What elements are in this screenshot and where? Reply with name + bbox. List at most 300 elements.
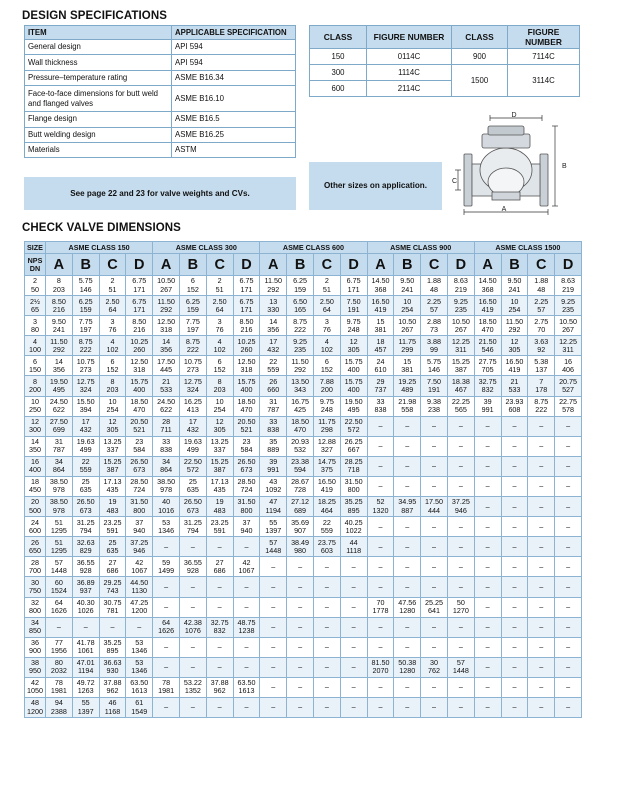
dimension-cell: – <box>447 456 474 476</box>
mm-value: 499 <box>79 445 92 455</box>
inch-value: 3 <box>324 316 329 326</box>
dimension-cell <box>313 497 340 517</box>
dimension-cell <box>126 276 153 296</box>
mm-value: 521 <box>133 425 146 435</box>
inch-value: 53.22 <box>183 678 202 688</box>
mm-value: 241 <box>52 324 65 334</box>
nps-value: 18 <box>31 477 39 487</box>
dimension-cell <box>394 316 421 336</box>
dimension-cell <box>421 336 448 356</box>
dimension-cell <box>72 396 99 416</box>
inch-value: 18.25 <box>317 497 336 507</box>
inch-value: 15.75 <box>344 356 363 366</box>
dimension-cell <box>99 517 126 537</box>
other-sizes-note: Other sizes on application. <box>309 162 442 210</box>
table-row <box>25 597 582 617</box>
inch-value: 16.50 <box>505 356 524 366</box>
dimension-cell: – <box>394 617 421 637</box>
dimension-cell <box>233 677 260 697</box>
mm-value: 940 <box>133 525 146 535</box>
inch-value: 19 <box>215 497 224 507</box>
dimension-cell: – <box>287 677 314 697</box>
inch-value: 10.50 <box>157 276 176 286</box>
inch-value: 2.88 <box>427 316 442 326</box>
dimension-cell <box>447 336 474 356</box>
dimension-cell: – <box>474 577 501 597</box>
dimension-cell <box>260 537 287 557</box>
inch-value: 24 <box>376 356 385 366</box>
inch-value: 3.63 <box>534 336 549 346</box>
dimension-cell: – <box>421 637 448 657</box>
dimension-cell <box>474 356 501 376</box>
inch-value: 4 <box>110 336 115 346</box>
size-cell <box>25 276 46 296</box>
dimension-cell <box>528 336 555 356</box>
figure-number: 7114C <box>508 49 580 65</box>
mm-value: 889 <box>267 445 280 455</box>
class-value: 1500 <box>452 65 508 97</box>
mm-value: 559 <box>267 364 280 374</box>
inch-value: 37.88 <box>210 678 229 688</box>
dimension-letter-header: B <box>501 254 528 276</box>
inch-value: 8.75 <box>185 336 200 346</box>
inch-value: 8 <box>56 276 61 286</box>
inch-value: 23 <box>242 437 251 447</box>
inch-value: 38.49 <box>291 537 310 547</box>
mm-value: 318 <box>133 364 146 374</box>
dimension-cell <box>287 436 314 456</box>
figure-number: 0114C <box>367 49 452 65</box>
mm-value: 375 <box>320 465 333 475</box>
mm-value: 495 <box>52 385 65 395</box>
class-group-header: ASME CLASS 300 <box>153 242 260 254</box>
inch-value: 81.50 <box>371 658 390 668</box>
dimension-cell: – <box>447 637 474 657</box>
dimension-cell: – <box>313 557 340 577</box>
dimension-cell <box>528 276 555 296</box>
mm-value: 425 <box>294 405 307 415</box>
dimension-cell: – <box>287 657 314 677</box>
mm-value: 603 <box>320 545 333 555</box>
dimension-cell: – <box>501 657 528 677</box>
dimension-cell: – <box>555 677 582 697</box>
inch-value: 51 <box>54 537 63 547</box>
inch-value: 15.50 <box>76 397 95 407</box>
mm-value: 737 <box>374 385 387 395</box>
inch-value: 42 <box>135 557 144 567</box>
mm-value: 711 <box>160 425 172 435</box>
inch-value: 9.75 <box>319 397 334 407</box>
dimension-cell <box>126 637 153 657</box>
dimension-cell <box>126 456 153 476</box>
mm-value: 159 <box>186 304 199 314</box>
nps-value: 34 <box>31 618 39 628</box>
inch-value: 12.50 <box>157 316 176 326</box>
inch-value: 10.75 <box>76 356 95 366</box>
mm-value: 470 <box>294 425 307 435</box>
mm-value: 102 <box>213 344 226 354</box>
dimension-cell <box>233 456 260 476</box>
mm-value: 197 <box>186 324 199 334</box>
dimension-cell <box>313 276 340 296</box>
mm-value: 102 <box>106 344 119 354</box>
figure-number: 3114C <box>508 65 580 97</box>
inch-value: 5.38 <box>534 356 549 366</box>
inch-value: 17.50 <box>425 497 444 507</box>
inch-value: 39 <box>483 397 492 407</box>
dn-header: DN <box>29 263 41 273</box>
inch-value: 22.50 <box>344 417 363 427</box>
mm-value: 191 <box>347 304 360 314</box>
inch-value: 27.50 <box>49 417 68 427</box>
mm-value: 203 <box>213 385 226 395</box>
inch-value: 2.50 <box>319 296 334 306</box>
inch-value: 12.88 <box>317 437 336 447</box>
mm-value: 197 <box>79 324 92 334</box>
inch-value: 20.50 <box>237 417 256 427</box>
dimension-cell: – <box>474 436 501 456</box>
mm-value: 1626 <box>50 606 67 616</box>
inch-value: 37 <box>135 517 144 527</box>
mm-value: 991 <box>481 405 494 415</box>
nps-value: 12 <box>31 417 39 427</box>
inch-value: 19.63 <box>183 437 202 447</box>
mm-value: 292 <box>267 284 280 294</box>
mm-value: 980 <box>294 545 307 555</box>
dimension-cell: – <box>528 476 555 496</box>
dimension-cell <box>153 356 180 376</box>
dimension-cell: – <box>474 476 501 496</box>
nps-value: 14 <box>31 437 39 447</box>
inch-value: 35 <box>269 437 278 447</box>
inch-value: 18.38 <box>451 376 470 386</box>
dimension-cell <box>126 497 153 517</box>
dimension-cell <box>340 336 367 356</box>
dimension-cell: – <box>447 617 474 637</box>
dimension-cell <box>287 316 314 336</box>
mm-value: 51 <box>108 284 117 294</box>
spec-row <box>25 127 296 142</box>
mm-value: 99 <box>430 344 439 354</box>
dimension-cell <box>99 537 126 557</box>
dimension-cell <box>313 356 340 376</box>
spec-row <box>25 142 296 157</box>
inch-value: 49.72 <box>76 678 95 688</box>
inch-value: 40 <box>162 497 171 507</box>
nps-value: 3 <box>33 316 37 326</box>
dimension-cell <box>179 356 206 376</box>
dimension-cell <box>421 276 448 296</box>
inch-value: 11.50 <box>505 316 524 326</box>
inch-value: 31 <box>269 397 278 407</box>
inch-value: 44 <box>349 537 358 547</box>
dimension-cell <box>99 296 126 316</box>
dimension-cell <box>528 296 555 316</box>
mm-value: 432 <box>79 425 92 435</box>
dimension-cell: – <box>528 677 555 697</box>
mm-value: 171 <box>347 284 360 294</box>
mm-value: 1026 <box>77 606 94 616</box>
dimension-cell <box>260 456 287 476</box>
table-row <box>25 557 582 577</box>
table-row <box>25 456 582 476</box>
dimension-cell <box>260 497 287 517</box>
mm-value: 1280 <box>399 666 416 676</box>
dimension-cell <box>287 497 314 517</box>
inch-value: 50 <box>456 597 465 607</box>
dimension-cell: – <box>287 617 314 637</box>
inch-value: 32.75 <box>210 618 229 628</box>
dimension-cell <box>72 476 99 496</box>
inch-value: 11.75 <box>398 336 416 346</box>
size-cell <box>25 537 46 557</box>
size-cell <box>25 336 46 356</box>
mm-value: 311 <box>455 344 467 354</box>
inch-value: 17 <box>81 417 90 427</box>
spec-item: General design <box>25 40 172 55</box>
dimension-cell: – <box>555 577 582 597</box>
figure-number: 2114C <box>367 81 452 97</box>
dimension-cell <box>72 376 99 396</box>
inch-value: 23.25 <box>210 517 229 527</box>
table-row <box>25 276 582 296</box>
inch-value: 17.13 <box>210 477 229 487</box>
dimension-cell <box>555 296 582 316</box>
inch-value: 2 <box>324 276 329 286</box>
mm-value: 470 <box>481 324 494 334</box>
spec-row <box>25 40 296 55</box>
spec-row <box>25 55 296 70</box>
mm-value: 1238 <box>238 626 255 636</box>
mm-value: 962 <box>213 686 226 696</box>
mm-value: 76 <box>322 324 331 334</box>
inch-value: 47.56 <box>398 597 417 607</box>
inch-value: 34 <box>54 457 63 467</box>
mm-value: 718 <box>347 465 360 475</box>
dimension-letter-header: D <box>447 254 474 276</box>
dimension-letter-header: D <box>233 254 260 276</box>
dimension-cell: – <box>206 597 233 617</box>
size-cell <box>25 476 46 496</box>
inch-value: 35.25 <box>344 497 363 507</box>
dimension-cell <box>313 436 340 456</box>
nps-value: 8 <box>33 376 37 386</box>
dimension-cell <box>126 597 153 617</box>
inch-value: 27.12 <box>291 497 310 507</box>
dimension-cell <box>447 376 474 396</box>
dimension-cell <box>260 416 287 436</box>
inch-value: 30.75 <box>103 597 122 607</box>
mm-value: 673 <box>79 505 92 515</box>
spec-value: API 594 <box>172 55 296 70</box>
inch-value: 7.50 <box>346 296 361 306</box>
dimension-cell: – <box>501 597 528 617</box>
dimension-cell: – <box>153 537 180 557</box>
nps-dn-header <box>25 254 46 276</box>
dimension-cell: – <box>421 577 448 597</box>
dimension-cell: – <box>233 637 260 657</box>
inch-value: 21.50 <box>478 336 497 346</box>
mm-value: 254 <box>106 405 119 415</box>
mm-value: 159 <box>79 304 92 314</box>
size-cell <box>25 296 46 316</box>
mm-value: 724 <box>240 485 253 495</box>
dimension-cell <box>99 697 126 717</box>
inch-value: 38.50 <box>49 497 68 507</box>
inch-value: 20.93 <box>291 437 310 447</box>
dimension-cell <box>233 497 260 517</box>
nps-value: 10 <box>31 397 39 407</box>
mm-value: 419 <box>374 304 387 314</box>
inch-value: 40.30 <box>76 597 95 607</box>
mm-value: 216 <box>133 324 146 334</box>
mm-value: 1346 <box>131 666 148 676</box>
inch-value: 12 <box>215 417 224 427</box>
inch-value: 23.93 <box>505 397 524 407</box>
spec-value: ASME B16.25 <box>172 127 296 142</box>
mm-value: 483 <box>213 505 226 515</box>
dimension-cell <box>447 316 474 336</box>
inch-value: 22.50 <box>183 457 202 467</box>
mm-value: 673 <box>133 465 146 475</box>
dimension-cell <box>340 276 367 296</box>
dimension-cell: – <box>447 436 474 456</box>
inch-value: 31.50 <box>237 497 256 507</box>
dimension-cell <box>501 276 528 296</box>
inch-value: 11.75 <box>318 417 336 427</box>
inch-value: 7 <box>539 376 544 386</box>
dimension-cell <box>233 517 260 537</box>
dimension-cell <box>394 376 421 396</box>
spec-row <box>25 112 296 127</box>
mm-value: 216 <box>52 304 65 314</box>
table-row <box>25 436 582 456</box>
mm-value: 743 <box>106 585 119 595</box>
dimension-cell <box>394 396 421 416</box>
dimension-cell: – <box>153 597 180 617</box>
mm-value: 165 <box>294 304 307 314</box>
class-row <box>310 65 580 81</box>
dimension-cell <box>206 376 233 396</box>
mm-value: 200 <box>320 385 333 395</box>
dimension-cell <box>46 376 73 396</box>
dimension-cell: – <box>233 537 260 557</box>
inch-value: 28.50 <box>237 477 256 487</box>
mm-value: 222 <box>294 324 307 334</box>
dimension-cell: – <box>555 517 582 537</box>
mm-value: 635 <box>186 485 199 495</box>
mm-value: 1626 <box>158 626 175 636</box>
dimension-cell: – <box>287 697 314 717</box>
mm-value: 1295 <box>50 525 67 535</box>
class-value: 600 <box>310 81 367 97</box>
inch-value: 10.25 <box>130 336 149 346</box>
inch-value: 53 <box>135 638 144 648</box>
dimension-cell: – <box>340 557 367 577</box>
spec-row <box>25 86 296 112</box>
inch-value: 6 <box>324 356 329 366</box>
inch-value: 6 <box>217 356 222 366</box>
mm-value: 337 <box>213 445 226 455</box>
inch-value: 15.25 <box>210 457 229 467</box>
inch-value: 12.25 <box>451 336 470 346</box>
check-valve-dimensions-table <box>24 241 582 718</box>
mm-value: 532 <box>294 445 307 455</box>
dimension-cell <box>206 276 233 296</box>
dimension-cell <box>206 356 233 376</box>
mm-value: 387 <box>106 465 119 475</box>
dimension-cell <box>287 416 314 436</box>
inch-value: 38.50 <box>49 477 68 487</box>
inch-value: 5.75 <box>427 356 442 366</box>
inch-value: 12.25 <box>559 336 578 346</box>
mm-value: 1956 <box>50 646 67 656</box>
spec-item: Wall thickness <box>25 55 172 70</box>
mm-value: 387 <box>213 465 226 475</box>
spec-item: Materials <box>25 142 172 157</box>
spec-value: ASME B16.34 <box>172 70 296 85</box>
dimension-cell <box>501 376 528 396</box>
class-group-header: ASME CLASS 600 <box>260 242 367 254</box>
mm-value: 1092 <box>265 485 282 495</box>
dimension-cell <box>233 617 260 637</box>
mm-value: 235 <box>294 344 307 354</box>
table-row <box>25 537 582 557</box>
dimension-cell <box>367 597 394 617</box>
inch-value: 14.50 <box>371 276 390 286</box>
dimension-cell <box>287 276 314 296</box>
inch-value: 20.75 <box>559 376 578 386</box>
dimension-cell <box>46 336 73 356</box>
table-row <box>25 396 582 416</box>
dimension-cell: – <box>340 657 367 677</box>
dimension-cell: – <box>313 637 340 657</box>
mm-value: 1524 <box>50 585 67 595</box>
inch-value: 78 <box>54 678 63 688</box>
dimension-cell <box>153 396 180 416</box>
mm-value: 171 <box>240 284 253 294</box>
size-cell <box>25 637 46 657</box>
dimension-cell: – <box>394 677 421 697</box>
inch-value: 17 <box>188 417 197 427</box>
dimension-cell <box>313 296 340 316</box>
dimension-cell <box>206 617 233 637</box>
mm-value: 219 <box>454 284 467 294</box>
mm-value: 1061 <box>77 646 94 656</box>
dimension-cell <box>99 436 126 456</box>
dimension-cell: – <box>528 597 555 617</box>
mm-value: 267 <box>401 324 414 334</box>
inch-value: 26.50 <box>76 497 95 507</box>
size-cell <box>25 316 46 336</box>
dimension-cell <box>313 537 340 557</box>
dimension-cell <box>260 517 287 537</box>
mm-value: 70 <box>537 324 546 334</box>
dimension-cell <box>367 296 394 316</box>
dimension-cell <box>501 336 528 356</box>
dimension-cell <box>179 677 206 697</box>
dimension-label-a: A <box>501 206 507 213</box>
table-row <box>25 376 582 396</box>
mm-value: 381 <box>401 364 414 374</box>
inch-value: 33 <box>162 437 171 447</box>
inch-value: 35.69 <box>291 517 310 527</box>
inch-value: 15 <box>376 316 385 326</box>
inch-value: 8.50 <box>239 316 254 326</box>
mm-value: 273 <box>79 364 92 374</box>
inch-value: 26.50 <box>237 457 256 467</box>
inch-value: 42 <box>242 557 251 567</box>
